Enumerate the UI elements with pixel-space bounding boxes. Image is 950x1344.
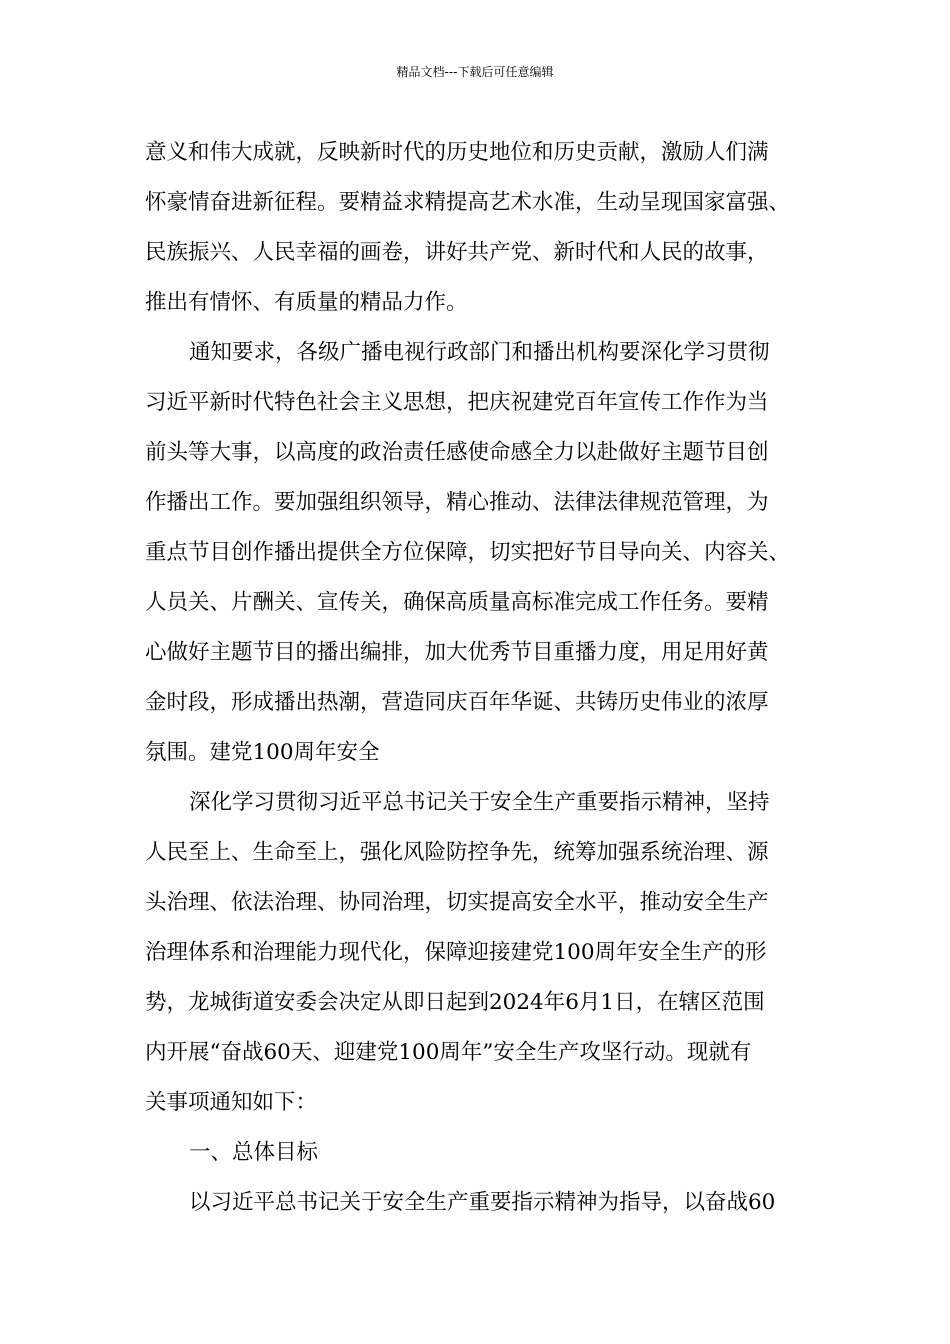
text-line: 心做好主题节目的播出编排，加大优秀节目重播力度，用足用好黄	[145, 640, 769, 665]
text-line: 一、总体目标	[189, 1140, 319, 1165]
text-line: 作播出工作。要加强组织领导，精心推动、法律法律规范管理，为	[145, 490, 769, 515]
text-line: 意义和伟大成就，反映新时代的历史地位和历史贡献，激励人们满	[145, 140, 769, 165]
text-line: 重点节目创作播出提供全方位保障，切实把好节目导向关、内容关、	[145, 540, 791, 565]
text-line: 关事项通知如下：	[145, 1090, 318, 1115]
text-line: 民族振兴、人民幸福的画卷，讲好共产党、新时代和人民的故事，	[145, 240, 769, 265]
text-line: 习近平新时代特色社会主义思想，把庆祝建党百年宣传工作作为当	[145, 390, 769, 415]
text-line: 怀豪情奋进新征程。要精益求精提高艺术水准，生动呈现国家富强、	[145, 190, 791, 215]
text-line: 头治理、依法治理、协同治理，切实提高安全水平，推动安全生产	[145, 890, 769, 915]
text-line: 势，龙城街道安委会决定从即日起到2024年6月1日，在辖区范围	[145, 990, 765, 1015]
page-header: 精品文档---下载后可任意编辑	[396, 65, 554, 79]
text-line: 推出有情怀、有质量的精品力作。	[145, 290, 468, 315]
text-line: 治理体系和治理能力现代化，保障迎接建党100周年安全生产的形	[145, 940, 767, 965]
text-line: 通知要求，各级广播电视行政部门和播出机构要深化学习贯彻	[189, 340, 770, 365]
text-line: 内开展“奋战60天、迎建党100周年”安全生产攻坚行动。现就有	[145, 1040, 752, 1065]
text-line: 以习近平总书记关于安全生产重要指示精神为指导，以奋战60	[189, 1190, 776, 1215]
text-line: 深化学习贯彻习近平总书记关于安全生产重要指示精神，坚持	[189, 790, 770, 815]
text-line: 人员关、片酬关、宣传关，确保高质量高标准完成工作任务。要精	[145, 590, 769, 615]
text-line: 前头等大事，以高度的政治责任感使命感全力以赴做好主题节目创	[145, 440, 769, 465]
text-line: 人民至上、生命至上，强化风险防控争先，统筹加强系统治理、源	[145, 840, 769, 865]
text-line: 氛围。建党100周年安全	[145, 740, 380, 765]
text-line: 金时段，形成播出热潮，营造同庆百年华诞、共铸历史伟业的浓厚	[145, 690, 769, 715]
